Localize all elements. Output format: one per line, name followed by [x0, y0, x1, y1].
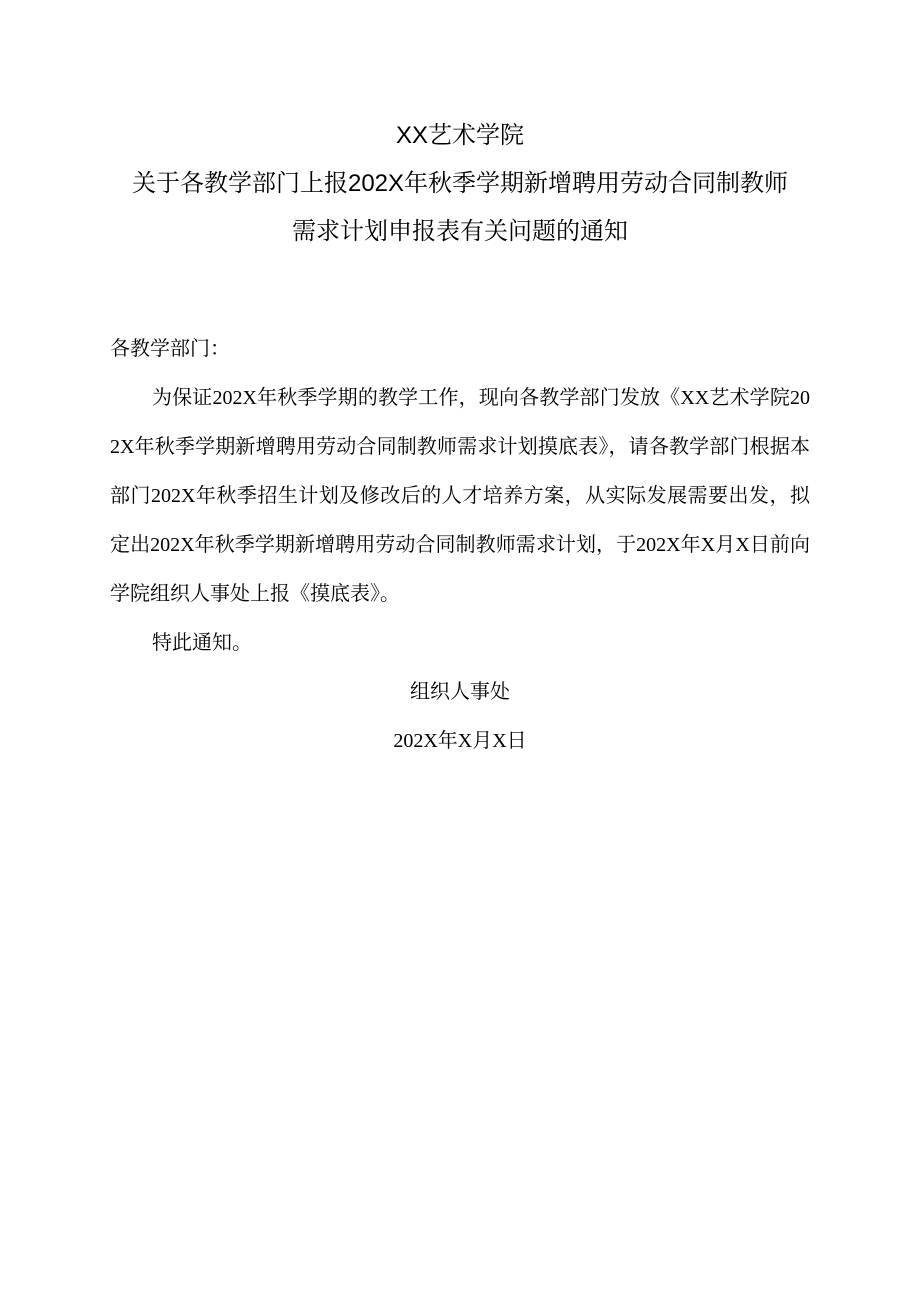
notice-title	[0, 124, 920, 244]
title-line-2: 需求计划申报表有关问题的通知	[292, 218, 628, 245]
salutation: 各教学部门：	[110, 338, 230, 360]
notice-body	[110, 325, 810, 766]
title-line-1: 关于各教学部门上报202X年秋季学期新增聘用劳动合同制教师	[131, 170, 789, 197]
institution-name: XX艺术学院	[395, 122, 524, 149]
closing-remark: 特此通知。	[152, 632, 252, 654]
issuing-department: 组织人事处	[410, 681, 510, 703]
issue-date: 202X年X月X日	[393, 730, 527, 752]
main-paragraph: 为保证202X年秋季学期的教学工作，现向各教学部门发放《XX艺术学院202X年秋季学期新增聘用劳动合同制教师需求计划摸底表》，请各教学部门根据本部门202X年秋季招生计划及修改后的人才培养方案，从实际发展需要出发，拟定出202X年秋季学期新增聘用劳动合同制教师需求计划，于202X年X月X日前向学院组织人事处上报《摸底表》。	[110, 387, 810, 605]
